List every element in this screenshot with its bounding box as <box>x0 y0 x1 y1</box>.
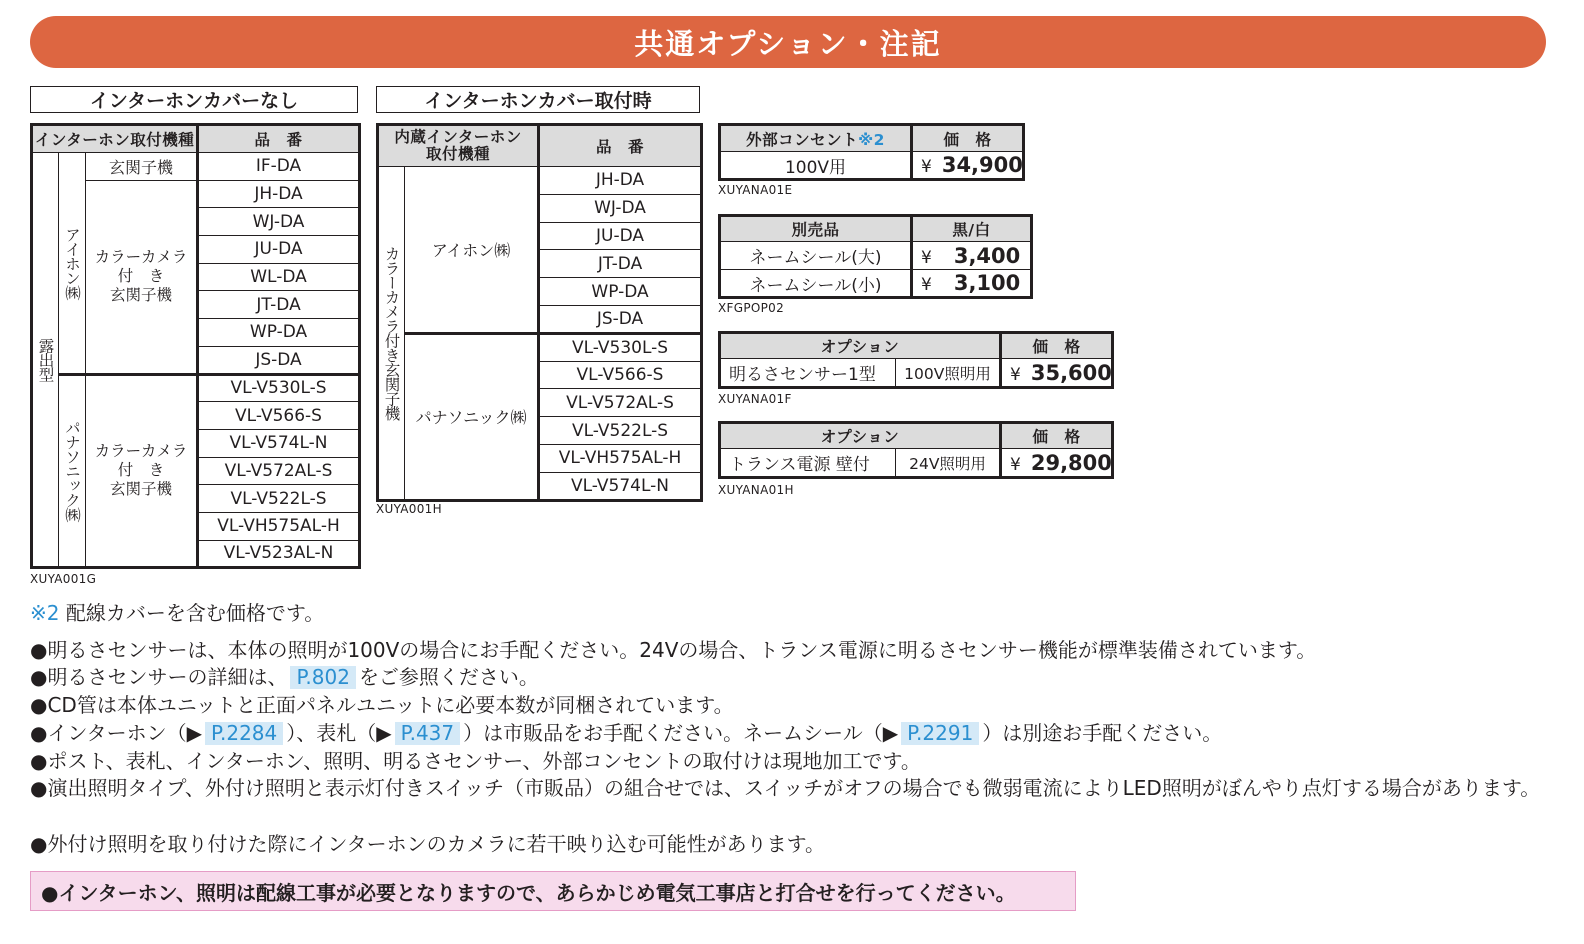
type-label: カラーカメラ付き玄関子機 <box>378 167 405 501</box>
section-heading-with-cover: インターホンカバー取付時 <box>376 86 700 113</box>
table-with-cover <box>376 123 703 502</box>
product-code: XUYA001H <box>376 502 442 516</box>
table-row: VL-V523AL-N <box>198 540 360 568</box>
camera-genkan-label: カラーカメラ 付 き 玄関子機 <box>86 180 198 374</box>
note-sensor-detail: ●明るさセンサーの詳細は、 P.802 をご参照ください。 <box>30 665 539 689</box>
table-row: JU-DA <box>539 222 702 250</box>
camera-genkan-label-2: カラーカメラ 付 き 玄関子機 <box>86 374 198 568</box>
col-header-model-type: インターホン取付機種 <box>32 125 198 153</box>
table-row: VL-V566-S <box>539 361 702 389</box>
col-header-separate-item: 別売品 <box>720 216 912 242</box>
page-ref-link[interactable]: P.802 <box>290 666 355 689</box>
option-price: ¥ 29,800 <box>1001 449 1113 478</box>
maker-panasonic: パナソニック㈱ <box>59 374 86 568</box>
table-row: JT-DA <box>539 250 702 278</box>
table-row: JS-DA <box>198 346 360 374</box>
option-spec: 24V照明用 <box>896 449 1001 478</box>
table-row: VL-V572AL-S <box>539 389 702 417</box>
option-item: 明るさセンサー1型 <box>720 359 896 388</box>
table-row: JS-DA <box>539 305 702 333</box>
page-title-banner <box>30 16 1546 68</box>
col-header-part-no: 品 番 <box>539 125 702 167</box>
maker-aiphone: アイホン㈱ <box>405 167 539 334</box>
col-header-price: 価 格 <box>1001 333 1113 359</box>
table-row: VL-V574L-N <box>539 472 702 500</box>
note-sensor-100v: ●明るさセンサーは、本体の照明が100Vの場合にお手配ください。24Vの場合、トランス電源に明るさセンサー機能が標準装備されています。 <box>30 638 1317 662</box>
note-wiring-cover: ※2 配線カバーを含む価格です。 <box>30 601 325 625</box>
table-outlet <box>718 123 1025 181</box>
option-price: ¥ 35,600 <box>1001 359 1113 388</box>
option-spec: 100V照明用 <box>896 359 1001 388</box>
table-row: WP-DA <box>539 278 702 306</box>
table-row: VL-V522L-S <box>198 485 360 513</box>
table-row: JT-DA <box>198 291 360 319</box>
note-cd-pipe: ●CD管は本体ユニットと正面パネルユニットに必要本数が同梱されています。 <box>30 693 734 717</box>
table-row: VL-V572AL-S <box>198 457 360 485</box>
col-header-price: 価 格 <box>912 125 1024 152</box>
table-row: VL-V566-S <box>198 402 360 430</box>
product-code: XUYANA01H <box>718 483 794 497</box>
table-name-seal <box>718 214 1033 299</box>
table-option-sensor <box>718 331 1114 389</box>
product-code: XFGPOP02 <box>718 301 785 315</box>
table-row: ネームシール(小) <box>720 270 912 298</box>
col-header-part-no: 品 番 <box>198 125 360 153</box>
table-row: VL-V530L-S <box>539 333 702 361</box>
name-seal-large-price: ¥ 3,400 <box>912 242 1032 270</box>
table-row: JH-DA <box>198 180 360 208</box>
table-row: WJ-DA <box>539 194 702 222</box>
table-row: JH-DA <box>539 167 702 195</box>
table-row: VL-VH575AL-H <box>539 444 702 472</box>
table-row: WL-DA <box>198 263 360 291</box>
table-row: WJ-DA <box>198 208 360 236</box>
page-ref-link[interactable]: P.2291 <box>901 722 979 745</box>
table-no-cover <box>30 123 361 569</box>
section-heading-no-cover: インターホンカバーなし <box>30 86 358 113</box>
name-seal-small-price: ¥ 3,100 <box>912 270 1032 298</box>
page-title: 共通オプション・注記 <box>634 26 942 61</box>
mount-type-label: 露出型 <box>32 153 59 568</box>
highlight-note: ●インターホン、照明は配線工事が必要となりますので、あらかじめ電気工事店と打合せを行ってください。 <box>30 871 1076 911</box>
maker-aiphone: アイホン㈱ <box>59 153 86 375</box>
maker-panasonic: パナソニック㈱ <box>405 333 539 500</box>
table-row: VL-VH575AL-H <box>198 512 360 540</box>
product-code: XUYANA01F <box>718 392 792 406</box>
table-row: WP-DA <box>198 319 360 347</box>
table-row: VL-V574L-N <box>198 429 360 457</box>
product-code: XUYA001G <box>30 572 97 586</box>
note-led-dim: ●演出照明タイプ、外付け照明と表示灯付きスイッチ（市販品）の組合せでは、スイッチがオフの場合でも微弱電流によりLED照明がぼんやり点灯する場合があります。 <box>30 776 1541 800</box>
table-option-transformer <box>718 421 1114 479</box>
outlet-item: 100V用 <box>720 152 912 180</box>
table-row: JU-DA <box>198 236 360 264</box>
outlet-price: ¥ 34,900 <box>912 152 1024 180</box>
table-row: VL-V530L-S <box>198 374 360 402</box>
note-intercom: ●インターホン（▶ P.2284 ）、表札（▶ P.437 ）は市販品をお手配ください。ネームシール（▶ P.2291 ）は別途お手配ください。 <box>30 721 1223 745</box>
option-item: トランス電源 壁付 <box>720 449 896 478</box>
note-camera-reflection: ●外付け照明を取り付けた際にインターホンのカメラに若干映り込む可能性があります。 <box>30 832 826 856</box>
page-ref-link[interactable]: P.2284 <box>205 722 283 745</box>
genkan-label: 玄関子機 <box>86 153 198 181</box>
col-header-outlet: 外部コンセント※2 <box>720 125 912 152</box>
col-header-option: オプション <box>720 333 1001 359</box>
page-ref-link[interactable]: P.437 <box>395 722 460 745</box>
note-installation: ●ポスト、表札、インターホン、照明、明るさセンサー、外部コンセントの取付けは現地加工です。 <box>30 749 921 773</box>
table-row: VL-V522L-S <box>539 417 702 445</box>
table-row: ネームシール(大) <box>720 242 912 270</box>
col-header-price: 価 格 <box>1001 423 1113 449</box>
col-header-color: 黒/白 <box>912 216 1032 242</box>
col-header-model-type: 内蔵インターホン 取付機種 <box>378 125 539 167</box>
col-header-option: オプション <box>720 423 1001 449</box>
table-row: IF-DA <box>198 153 360 181</box>
product-code: XUYANA01E <box>718 183 793 197</box>
